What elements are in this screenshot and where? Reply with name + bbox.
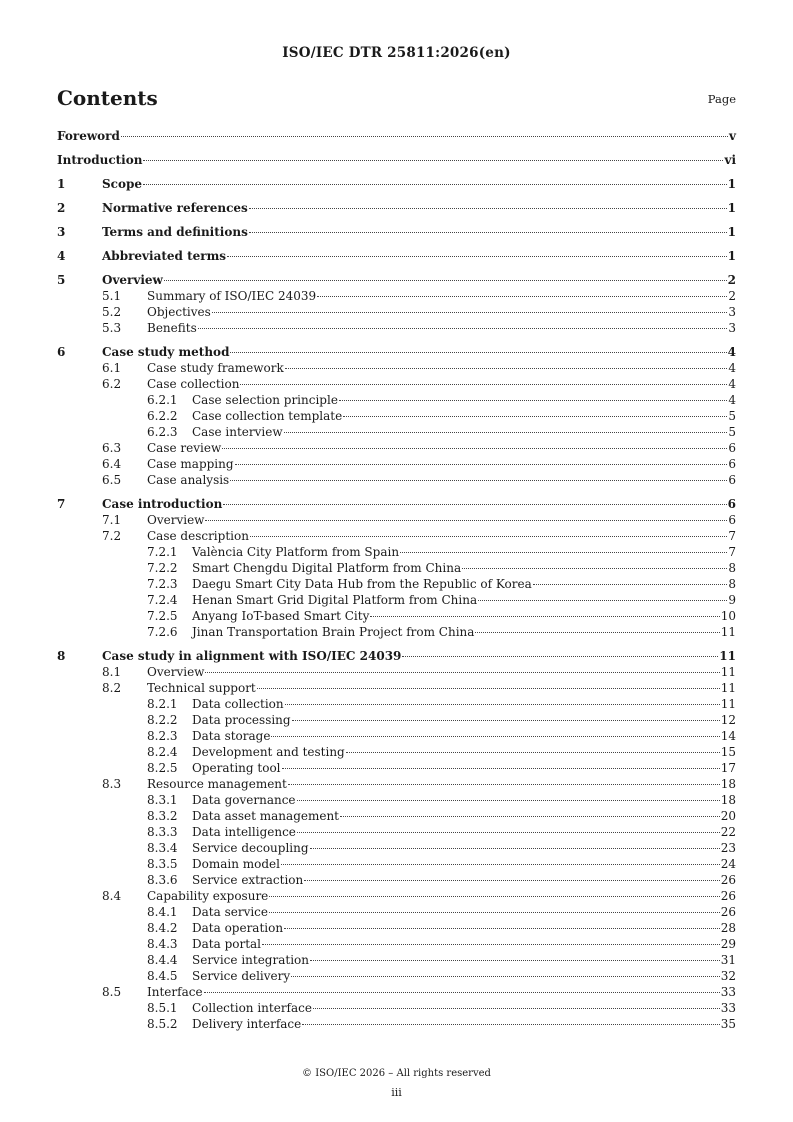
page-number: iii	[391, 1086, 402, 1099]
toc-entry-number: 6.1	[102, 361, 122, 375]
toc-entry-page: 35	[720, 1017, 736, 1031]
toc-entry-page: 8	[728, 577, 736, 591]
toc-dot-leader	[240, 384, 727, 385]
toc-entry-title[interactable]: Case description	[147, 529, 249, 543]
toc-entry-number: 8.3.5	[147, 857, 178, 871]
toc-entry[interactable]	[57, 728, 736, 744]
toc-entry-number: 8.3	[102, 777, 122, 791]
toc-dot-leader	[198, 328, 728, 329]
toc-entry-page: 4	[728, 377, 736, 391]
toc-entry[interactable]	[57, 456, 736, 472]
toc-entry[interactable]	[57, 624, 736, 640]
toc-entry-page: 18	[720, 777, 736, 791]
toc-entry-title[interactable]: Case interview	[192, 425, 283, 439]
toc-entry-number: 6.5	[102, 473, 122, 487]
toc-dot-leader	[164, 280, 727, 281]
toc-entry-number: 5	[57, 273, 66, 287]
toc-entry[interactable]	[57, 304, 736, 320]
toc-dot-leader	[282, 768, 720, 769]
toc-dot-leader	[285, 704, 720, 705]
toc-dot-leader	[285, 368, 728, 369]
toc-entry-number: 5.1	[102, 289, 122, 303]
toc-dot-leader	[402, 656, 718, 657]
toc-entry-title[interactable]: Interface	[147, 985, 203, 999]
toc-entry[interactable]	[57, 272, 736, 288]
toc-entry-number: 8	[57, 649, 66, 663]
toc-entry-number: 6.2.3	[147, 425, 178, 439]
toc-entry[interactable]	[57, 648, 736, 664]
toc-entry-number: 8.1	[102, 665, 122, 679]
toc-entry-page: 3	[728, 321, 736, 335]
toc-entry[interactable]	[57, 920, 736, 936]
toc-entry-number: 7	[57, 497, 66, 511]
toc-dot-leader	[310, 960, 720, 961]
toc-dot-leader	[257, 688, 720, 689]
toc-entry-number: 8.5.2	[147, 1017, 178, 1031]
toc-entry-page: 31	[720, 953, 736, 967]
toc-entry-title[interactable]: Foreword	[57, 129, 120, 143]
toc-entry-title[interactable]: Data asset management	[192, 809, 340, 823]
table-of-contents	[57, 128, 736, 1032]
toc-entry-page: 1	[727, 201, 736, 215]
toc-entry[interactable]	[57, 1000, 736, 1016]
toc-entry[interactable]	[57, 224, 736, 240]
toc-dot-leader	[370, 616, 719, 617]
toc-dot-leader	[235, 464, 728, 465]
toc-entry-title[interactable]: Case study framework	[147, 361, 284, 375]
page-column-label: Page	[707, 92, 736, 106]
toc-entry-page: 6	[728, 457, 736, 471]
toc-entry-number: 8.2.1	[147, 697, 178, 711]
toc-dot-leader	[400, 552, 727, 553]
toc-entry[interactable]	[57, 664, 736, 680]
toc-entry-title[interactable]: Data storage	[192, 729, 271, 743]
toc-entry-page: 4	[728, 361, 736, 375]
toc-entry-title[interactable]: Summary of ISO/IEC 24039	[147, 289, 317, 303]
toc-entry-title[interactable]: Resource management	[147, 777, 287, 791]
toc-entry-number: 8.2.3	[147, 729, 178, 743]
toc-entry-number: 7.2.4	[147, 593, 178, 607]
toc-entry-title[interactable]: Data intelligence	[192, 825, 296, 839]
toc-entry-number: 8.5.1	[147, 1001, 178, 1015]
toc-entry-title[interactable]: Case selection principle	[192, 393, 338, 407]
toc-entry-title[interactable]: Introduction	[57, 153, 143, 167]
toc-entry-title[interactable]: Operating tool	[192, 761, 281, 775]
toc-entry-page: 4	[728, 393, 736, 407]
toc-entry-title[interactable]: Case analysis	[147, 473, 230, 487]
toc-entry-number: 7.2	[102, 529, 122, 543]
toc-entry-title[interactable]: Scope	[102, 177, 143, 191]
toc-entry-title[interactable]: Smart Chengdu Digital Platform from China	[192, 561, 462, 575]
toc-entry-page: 3	[728, 305, 736, 319]
toc-dot-leader	[343, 416, 727, 417]
toc-dot-leader	[310, 848, 720, 849]
toc-entry[interactable]	[57, 872, 736, 888]
toc-entry[interactable]	[57, 360, 736, 376]
toc-entry-number: 7.2.5	[147, 609, 178, 623]
toc-entry-number: 1	[57, 177, 66, 191]
toc-entry-title[interactable]: Collection interface	[192, 1001, 312, 1015]
contents-title: Contents	[57, 86, 158, 110]
toc-entry-title[interactable]: Service extraction	[192, 873, 304, 887]
toc-dot-leader	[121, 136, 728, 137]
toc-entry-page: 6	[728, 441, 736, 455]
toc-entry[interactable]	[57, 424, 736, 440]
toc-entry-page: 26	[720, 889, 736, 903]
toc-entry-title[interactable]: Service decoupling	[192, 841, 309, 855]
toc-entry-number: 8.2.2	[147, 713, 178, 727]
toc-entry-title[interactable]: Data governance	[192, 793, 296, 807]
toc-entry-title[interactable]: Jinan Transportation Brain Project from China	[192, 625, 475, 639]
toc-entry-number: 8.3.2	[147, 809, 178, 823]
toc-entry-page: 2	[727, 273, 736, 287]
toc-entry-number: 6	[57, 345, 66, 359]
toc-entry-number: 8.2.5	[147, 761, 178, 775]
toc-entry-title[interactable]: Overview	[147, 665, 205, 679]
toc-entry-page: 11	[720, 681, 736, 695]
toc-entry-title[interactable]: Anyang IoT-based Smart City	[192, 609, 370, 623]
toc-entry-page: 11	[720, 665, 736, 679]
toc-entry-page: 6	[728, 473, 736, 487]
toc-entry-title[interactable]: València City Platform from Spain	[192, 545, 400, 559]
toc-entry-title[interactable]: Domain model	[192, 857, 280, 871]
toc-entry-number: 5.2	[102, 305, 122, 319]
toc-dot-leader	[269, 912, 720, 913]
toc-entry-title[interactable]: Data portal	[192, 937, 262, 951]
toc-entry-number: 6.2.2	[147, 409, 178, 423]
toc-entry[interactable]	[57, 472, 736, 488]
toc-entry[interactable]	[57, 496, 736, 512]
toc-entry-page: v	[729, 129, 736, 143]
toc-entry-page: 33	[720, 985, 736, 999]
toc-entry-page: 5	[728, 425, 736, 439]
toc-entry-page: 11	[720, 697, 736, 711]
toc-entry[interactable]	[57, 840, 736, 856]
toc-dot-leader	[291, 976, 720, 977]
toc-entry[interactable]	[57, 904, 736, 920]
toc-entry[interactable]	[57, 392, 736, 408]
toc-entry-number: 8.3.4	[147, 841, 178, 855]
toc-dot-leader	[317, 296, 727, 297]
toc-entry-title[interactable]: Service delivery	[192, 969, 291, 983]
toc-entry-title[interactable]: Data operation	[192, 921, 284, 935]
toc-entry[interactable]	[57, 408, 736, 424]
toc-entry-number: 6.3	[102, 441, 122, 455]
toc-entry-title[interactable]: Case collection template	[192, 409, 343, 423]
toc-dot-leader	[269, 896, 719, 897]
toc-entry-page: 6	[728, 513, 736, 527]
toc-entry-title[interactable]: Abbreviated terms	[102, 249, 227, 263]
toc-entry-page: 1	[727, 177, 736, 191]
toc-entry[interactable]	[57, 1016, 736, 1032]
toc-entry-number: 6.2.1	[147, 393, 178, 407]
toc-dot-leader	[249, 232, 727, 233]
toc-entry-number: 8.2	[102, 681, 122, 695]
toc-entry-page: 26	[720, 905, 736, 919]
toc-entry-page: 23	[720, 841, 736, 855]
toc-entry-number: 3	[57, 225, 66, 239]
toc-entry-number: 8.4.3	[147, 937, 178, 951]
toc-entry[interactable]	[57, 288, 736, 304]
toc-dot-leader	[313, 1008, 720, 1009]
toc-entry-page: 9	[728, 593, 736, 607]
toc-entry-number: 8.5	[102, 985, 122, 999]
toc-dot-leader	[204, 992, 720, 993]
toc-dot-leader	[302, 1024, 719, 1025]
toc-dot-leader	[230, 480, 727, 481]
toc-entry-page: 33	[720, 1001, 736, 1015]
toc-entry-page: 8	[728, 561, 736, 575]
toc-entry[interactable]	[57, 680, 736, 696]
toc-entry-title[interactable]: Case introduction	[102, 497, 223, 511]
toc-entry[interactable]	[57, 776, 736, 792]
toc-entry[interactable]	[57, 152, 736, 168]
toc-entry[interactable]	[57, 576, 736, 592]
toc-entry-number: 7.2.1	[147, 545, 178, 559]
toc-entry-title[interactable]: Case review	[147, 441, 222, 455]
toc-dot-leader	[346, 752, 720, 753]
toc-dot-leader	[297, 832, 720, 833]
toc-entry-page: 17	[720, 761, 736, 775]
toc-entry-title[interactable]: Technical support	[147, 681, 256, 695]
toc-entry-title[interactable]: Case mapping	[147, 457, 234, 471]
toc-entry-number: 7.1	[102, 513, 122, 527]
toc-dot-leader	[288, 784, 720, 785]
toc-entry-page: 18	[720, 793, 736, 807]
toc-dot-leader	[212, 312, 728, 313]
toc-dot-leader	[222, 448, 727, 449]
toc-entry-page: 24	[720, 857, 736, 871]
toc-dot-leader	[230, 352, 726, 353]
toc-entry-page: 6	[727, 497, 736, 511]
toc-entry-number: 8.4.4	[147, 953, 178, 967]
toc-entry[interactable]	[57, 440, 736, 456]
toc-dot-leader	[223, 504, 726, 505]
toc-entry-title[interactable]: Objectives	[147, 305, 211, 319]
toc-entry-page: 10	[720, 609, 736, 623]
toc-entry-page: 4	[727, 345, 736, 359]
toc-entry[interactable]	[57, 984, 736, 1000]
toc-entry-title[interactable]: Henan Smart Grid Digital Platform from China	[192, 593, 478, 607]
toc-dot-leader	[478, 600, 727, 601]
toc-dot-leader	[304, 880, 719, 881]
toc-entry[interactable]	[57, 696, 736, 712]
toc-entry-page: 11	[719, 649, 736, 663]
toc-entry-number: 8.3.3	[147, 825, 178, 839]
toc-entry[interactable]	[57, 608, 736, 624]
toc-dot-leader	[262, 944, 720, 945]
toc-dot-leader	[462, 568, 727, 569]
toc-entry-number: 2	[57, 201, 66, 215]
toc-entry[interactable]	[57, 544, 736, 560]
toc-entry-title[interactable]: Data service	[192, 905, 269, 919]
toc-dot-leader	[292, 720, 720, 721]
toc-entry-page: vi	[724, 153, 736, 167]
toc-entry-number: 7.2.2	[147, 561, 178, 575]
toc-entry-number: 8.3.1	[147, 793, 178, 807]
toc-entry-page: 32	[720, 969, 736, 983]
toc-dot-leader	[475, 632, 719, 633]
toc-entry-page: 12	[720, 713, 736, 727]
toc-entry-number: 8.4.2	[147, 921, 178, 935]
toc-entry-title[interactable]: Case study method	[102, 345, 230, 359]
toc-dot-leader	[284, 928, 720, 929]
toc-dot-leader	[249, 208, 727, 209]
toc-dot-leader	[284, 432, 728, 433]
toc-entry[interactable]	[57, 320, 736, 336]
toc-entry-title[interactable]: Capability exposure	[147, 889, 269, 903]
toc-entry-number: 5.3	[102, 321, 122, 335]
toc-entry[interactable]	[57, 592, 736, 608]
toc-entry[interactable]	[57, 200, 736, 216]
toc-dot-leader	[533, 584, 728, 585]
toc-dot-leader	[340, 816, 720, 817]
toc-dot-leader	[205, 672, 719, 673]
toc-entry-number: 8.2.4	[147, 745, 178, 759]
toc-entry[interactable]	[57, 760, 736, 776]
toc-entry-number: 6.2	[102, 377, 122, 391]
toc-entry-page: 5	[728, 409, 736, 423]
toc-entry-page: 1	[727, 225, 736, 239]
toc-entry[interactable]	[57, 528, 736, 544]
toc-dot-leader	[143, 184, 727, 185]
toc-entry[interactable]	[57, 856, 736, 872]
toc-entry[interactable]	[57, 888, 736, 904]
toc-entry-page: 7	[728, 529, 736, 543]
toc-entry[interactable]	[57, 376, 736, 392]
toc-entry[interactable]	[57, 128, 736, 144]
toc-entry[interactable]	[57, 512, 736, 528]
toc-entry-title[interactable]: Daegu Smart City Data Hub from the Republic of Korea	[192, 577, 532, 591]
toc-entry-page: 2	[728, 289, 736, 303]
toc-entry-title[interactable]: Normative references	[102, 201, 248, 215]
toc-entry-title[interactable]: Terms and definitions	[102, 225, 248, 239]
toc-entry[interactable]	[57, 968, 736, 984]
document-header: ISO/IEC DTR 25811:2026(en)	[282, 45, 511, 61]
toc-dot-leader	[339, 400, 727, 401]
toc-entry-page: 28	[720, 921, 736, 935]
toc-entry-number: 4	[57, 249, 66, 263]
toc-entry[interactable]	[57, 176, 736, 192]
toc-entry-number: 7.2.6	[147, 625, 178, 639]
toc-entry-page: 22	[720, 825, 736, 839]
toc-dot-leader	[281, 864, 720, 865]
toc-entry-number: 8.4.5	[147, 969, 178, 983]
toc-entry-page: 15	[720, 745, 736, 759]
toc-entry-page: 14	[720, 729, 736, 743]
toc-entry-number: 8.4	[102, 889, 122, 903]
toc-entry-title[interactable]: Overview	[147, 513, 205, 527]
toc-entry-page: 20	[720, 809, 736, 823]
toc-entry-title[interactable]: Service integration	[192, 953, 309, 967]
toc-entry-title[interactable]: Data processing	[192, 713, 291, 727]
toc-entry[interactable]	[57, 744, 736, 760]
toc-entry-page: 29	[720, 937, 736, 951]
toc-entry-title[interactable]: Data collection	[192, 697, 284, 711]
toc-entry-title[interactable]: Case study in alignment with ISO/IEC 24039	[102, 649, 402, 663]
toc-dot-leader	[227, 256, 727, 257]
toc-entry-title[interactable]: Benefits	[147, 321, 197, 335]
toc-entry[interactable]	[57, 824, 736, 840]
toc-entry-number: 6.4	[102, 457, 122, 471]
toc-dot-leader	[271, 736, 719, 737]
toc-entry[interactable]	[57, 344, 736, 360]
toc-entry-title[interactable]: Overview	[102, 273, 163, 287]
toc-entry[interactable]	[57, 952, 736, 968]
toc-entry[interactable]	[57, 808, 736, 824]
toc-entry[interactable]	[57, 560, 736, 576]
toc-entry-page: 7	[728, 545, 736, 559]
toc-entry-title[interactable]: Case collection	[147, 377, 240, 391]
toc-entry[interactable]	[57, 248, 736, 264]
toc-dot-leader	[250, 536, 727, 537]
toc-entry[interactable]	[57, 936, 736, 952]
copyright-notice: © ISO/IEC 2026 – All rights reserved	[302, 1068, 491, 1079]
toc-dot-leader	[143, 160, 723, 161]
toc-entry-number: 8.4.1	[147, 905, 178, 919]
toc-dot-leader	[205, 520, 727, 521]
toc-entry-title[interactable]: Delivery interface	[192, 1017, 302, 1031]
toc-entry-page: 26	[720, 873, 736, 887]
toc-entry-page: 11	[720, 625, 736, 639]
toc-entry[interactable]	[57, 792, 736, 808]
toc-entry-page: 1	[727, 249, 736, 263]
toc-entry[interactable]	[57, 712, 736, 728]
toc-entry-number: 8.3.6	[147, 873, 178, 887]
toc-dot-leader	[297, 800, 720, 801]
toc-entry-title[interactable]: Development and testing	[192, 745, 345, 759]
toc-entry-number: 7.2.3	[147, 577, 178, 591]
